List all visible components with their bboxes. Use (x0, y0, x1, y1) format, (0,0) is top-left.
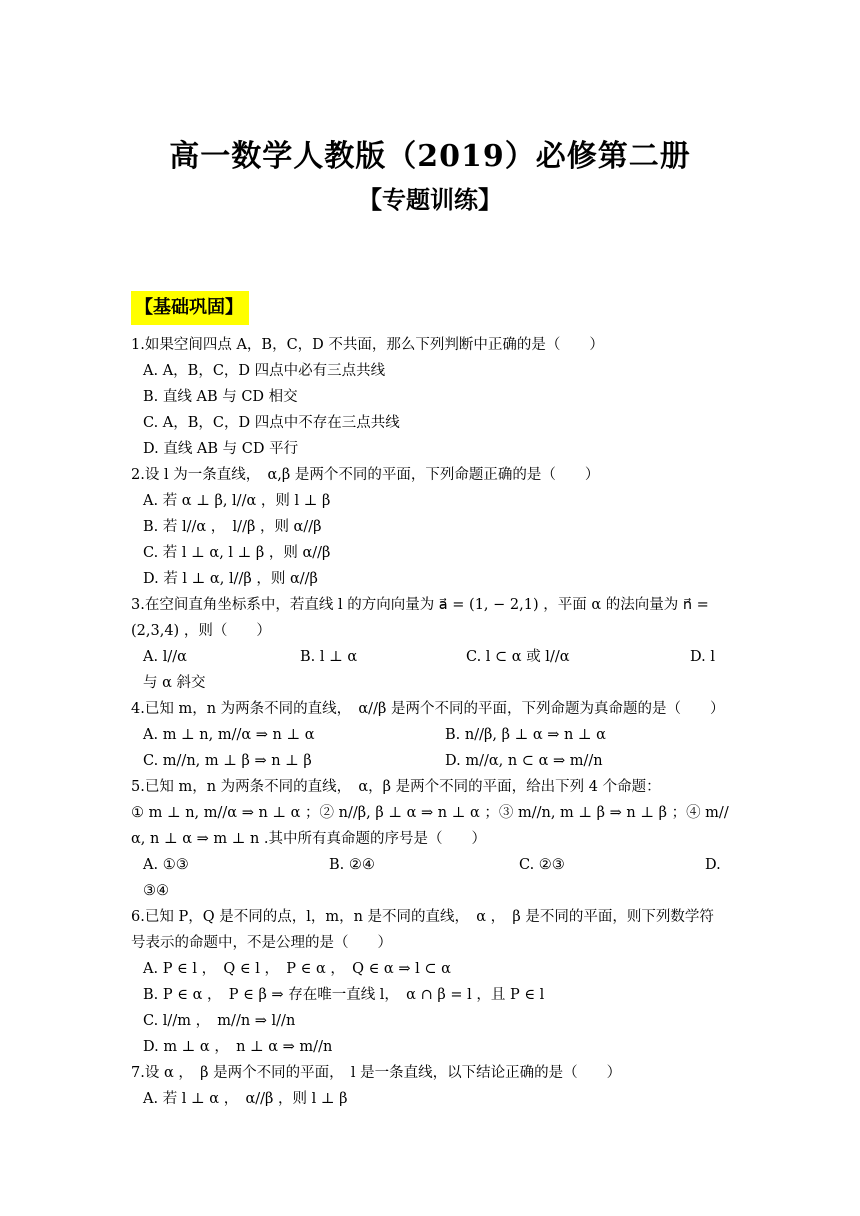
question-6-option-a: A. P ∈ l ， Q ∈ l ， P ∈ α ， Q ∈ α ⇒ l ⊂ α (143, 961, 451, 977)
question-5-stem-line-2: ① m ⊥ n, m//α ⇒ n ⊥ α ；② n//β, β ⊥ α ⇒ n ⊥ α ；③ m//n, m ⊥ β ⇒ n ⊥ β ；④ m// (131, 805, 729, 821)
question-2-option-d: D. 若 l ⊥ α, l//β ，则 α//β (143, 571, 318, 587)
question-3-stem-line-2: (2,3,4) ，则（ ） (131, 623, 271, 639)
question-6-option-d: D. m ⊥ α ， n ⊥ α ⇒ m//n (143, 1039, 333, 1055)
question-2-option-b: B. 若 l//α ， l//β ，则 α//β (143, 519, 322, 535)
question-3-option-d: D. l (690, 649, 715, 665)
question-1-option-a: A. A，B，C，D 四点中必有三点共线 (143, 363, 386, 379)
question-1-option-b: B. 直线 AB 与 CD 相交 (143, 389, 298, 405)
section-label: 【基础巩固】 (131, 291, 249, 325)
question-3-option-c: C. l ⊂ α 或 l//α (466, 649, 570, 665)
question-7-option-a: A. 若 l ⊥ α ， α//β ，则 l ⊥ β (143, 1091, 348, 1107)
question-7-stem: 7.设 α ， β 是两个不同的平面， l 是一条直线，以下结论正确的是（ ） (131, 1065, 622, 1081)
question-4-option-d: D. m//α, n ⊂ α ⇒ m//n (445, 753, 603, 769)
question-2-option-c: C. 若 l ⊥ α, l ⊥ β ，则 α//β (143, 545, 331, 561)
question-5-option-c: C. ②③ (519, 857, 565, 873)
question-6-stem-line-2: 号表示的命题中，不是公理的是（ ） (131, 935, 392, 951)
question-3-option-b: B. l ⊥ α (300, 649, 358, 665)
document-title: 高一数学人教版（2019）必修第二册 (169, 139, 691, 174)
question-4-option-b: B. n//β, β ⊥ α ⇒ n ⊥ α (445, 727, 606, 743)
question-5-stem-line-1: 5.已知 m，n 为两条不同的直线， α，β 是两个不同的平面，给出下列 4 个命题： (131, 779, 661, 795)
question-1-option-d: D. 直线 AB 与 CD 平行 (143, 441, 299, 457)
question-5-option-b: B. ②④ (329, 857, 375, 873)
question-1-option-c: C. A，B，C，D 四点中不存在三点共线 (143, 415, 400, 431)
question-6-stem-line-1: 6.已知 P，Q 是不同的点，l，m，n 是不同的直线， α ， β 是不同的平面，则下列数学符 (131, 909, 714, 925)
question-6-option-b: B. P ∈ α ， P ∈ β ⇒ 存在唯一直线 l， α ∩ β = l ，且 P ∈ l (143, 987, 545, 1003)
question-5-option-d: D. (705, 857, 721, 873)
question-1-stem: 1.如果空间四点 A，B，C，D 不共面，那么下列判断中正确的是（ ） (131, 337, 604, 353)
question-3-option-d-continued: 与 α 斜交 (143, 675, 206, 691)
question-5-stem-line-3: α, n ⊥ α ⇒ m ⊥ n .其中所有真命题的序号是（ ） (131, 831, 487, 847)
question-5-option-a: A. ①③ (143, 857, 189, 873)
question-2-stem: 2.设 l 为一条直线， α,β 是两个不同的平面，下列命题正确的是（ ） (131, 467, 600, 483)
question-4-option-a: A. m ⊥ n, m//α ⇒ n ⊥ α (143, 727, 315, 743)
question-3-option-a: A. l//α (143, 649, 187, 665)
question-3-stem-line-1: 3.在空间直角坐标系中，若直线 l 的方向向量为 a⃗ = (1, − 2,1) ，平面 α 的法向量为 n⃗ = (131, 597, 709, 613)
question-2-option-a: A. 若 α ⊥ β, l//α ，则 l ⊥ β (143, 493, 331, 509)
question-4-stem: 4.已知 m，n 为两条不同的直线， α//β 是两个不同的平面，下列命题为真命题的是（ ） (131, 701, 725, 717)
document-subtitle: 【专题训练】 (358, 185, 502, 214)
question-4-option-c: C. m//n, m ⊥ β ⇒ n ⊥ β (143, 753, 312, 769)
question-5-option-d-continued: ③④ (143, 883, 169, 899)
question-6-option-c: C. l//m ， m//n ⇒ l//n (143, 1013, 296, 1029)
